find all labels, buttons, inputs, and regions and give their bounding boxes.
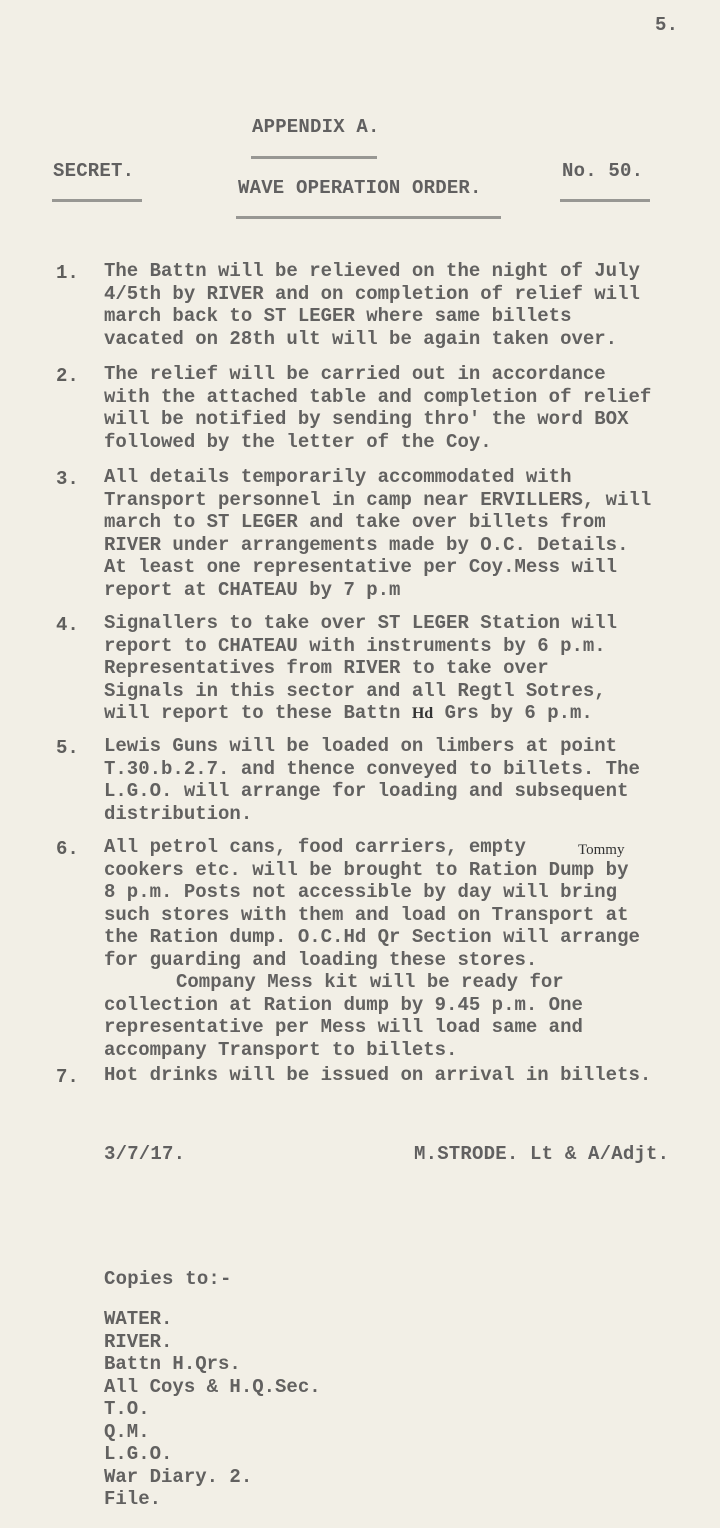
- para-3-line: At least one representative per Coy.Mess will: [104, 556, 618, 578]
- para-6-line: for guarding and loading these stores.: [104, 948, 538, 971]
- para-1-number: 1.: [56, 262, 79, 284]
- para-3-line: report at CHATEAU by 7 p.m: [104, 578, 401, 601]
- para-1-line: The Battn will be relieved on the night of July: [104, 260, 640, 282]
- copies-list-item: Q.M.: [104, 1420, 150, 1443]
- para-5-line: Lewis Guns will be loaded on limbers at point: [104, 735, 618, 757]
- appendix-title: APPENDIX A.: [252, 116, 380, 138]
- signature-line: M.STRODE. Lt & A/Adjt.: [414, 1143, 670, 1165]
- order-number-underline: [560, 199, 650, 202]
- para-2-line: will be notified by sending thro' the word BOX: [104, 408, 629, 430]
- para-4-line: Representatives from RIVER to take over: [104, 657, 549, 679]
- appendix-underline: [251, 156, 377, 159]
- para-6-line: Company Mess kit will be ready for: [176, 971, 564, 993]
- para-7: [104, 1064, 704, 1087]
- para-6-line: cookers etc. will be brought to Ration Dump by: [104, 858, 629, 881]
- order-number: No. 50.: [562, 160, 644, 182]
- para-2-line: with the attached table and completion of relief: [104, 385, 652, 408]
- para-2: [104, 363, 704, 453]
- para-4-number: 4.: [56, 614, 79, 636]
- para-3-line: All details temporarily accommodated with: [104, 466, 572, 488]
- para-5-line: T.30.b.2.7. and thence conveyed to billets. The: [104, 757, 640, 780]
- para-6-line: such stores with them and load on Transport at: [104, 903, 629, 926]
- para-1-line: march back to ST LEGER where same billets: [104, 305, 572, 327]
- copies-heading: Copies to:-: [104, 1268, 232, 1290]
- handwritten-tommy-insert: Tommy: [578, 842, 625, 858]
- order-date: 3/7/17.: [104, 1143, 186, 1165]
- copies-list-item: T.O.: [104, 1398, 150, 1420]
- para-6-line: the Ration dump. O.C.Hd Qr Section will arrange: [104, 926, 640, 948]
- para-5: [104, 735, 704, 825]
- para-6-line: 8 p.m. Posts not accessible by day will bring: [104, 881, 618, 903]
- para-1-line: vacated on 28th ult will be again taken over.: [104, 327, 618, 350]
- page-number: 5.: [655, 14, 679, 36]
- para-1-line: 4/5th by RIVER and on completion of relief will: [104, 282, 640, 305]
- para-5-line: distribution.: [104, 802, 253, 825]
- order-title: WAVE OPERATION ORDER.: [238, 177, 482, 199]
- secret-label: SECRET.: [53, 160, 135, 182]
- para-6-line: accompany Transport to billets.: [104, 1038, 458, 1061]
- para-6-line: representative per Mess will load same and: [104, 1016, 583, 1038]
- order-title-underline: [236, 216, 501, 219]
- para-4-line: Signals in this sector and all Regtl Sotres,: [104, 679, 606, 702]
- para-3-line: RIVER under arrangements made by O.C. Details.: [104, 533, 629, 556]
- secret-underline: [52, 199, 142, 202]
- para-6-line: collection at Ration dump by 9.45 p.m. One: [104, 993, 583, 1016]
- para-4-line-end: Grs by 6 p.m.: [444, 702, 593, 724]
- copies-list-item: RIVER.: [104, 1330, 173, 1353]
- para-4-line: report to CHATEAU with instruments by 6 p.m.: [104, 634, 606, 657]
- para-7-number: 7.: [56, 1066, 79, 1088]
- para-4-line: Signallers to take over ST LEGER Station will: [104, 612, 618, 634]
- para-3-number: 3.: [56, 468, 79, 490]
- para-2-number: 2.: [56, 365, 79, 387]
- copies-list: [104, 1308, 704, 1511]
- para-4-line-start: will report to these Battn: [104, 702, 401, 724]
- copies-list-item: War Diary. 2.: [104, 1465, 253, 1488]
- handwritten-hd-insert: Hd: [411, 705, 434, 722]
- para-6-line: All petrol cans, food carriers, empty: [104, 836, 526, 858]
- para-2-line: followed by the letter of the Coy.: [104, 430, 492, 453]
- para-6-number: 6.: [56, 838, 79, 860]
- copies-list-item: WATER.: [104, 1308, 173, 1330]
- copies-list-item: All Coys & H.Q.Sec.: [104, 1375, 321, 1398]
- copies-list-item: Battn H.Qrs.: [104, 1353, 241, 1375]
- para-6: [104, 836, 704, 1061]
- para-4: [104, 612, 704, 725]
- para-5-number: 5.: [56, 737, 79, 759]
- para-1: [104, 260, 704, 350]
- para-3-line: march to ST LEGER and take over billets from: [104, 511, 606, 533]
- para-3-line: Transport personnel in camp near ERVILLERS, will: [104, 488, 652, 511]
- copies-list-item: File.: [104, 1488, 162, 1510]
- para-4-line: [104, 702, 704, 725]
- copies-list-item: L.G.O.: [104, 1443, 173, 1465]
- para-3: [104, 466, 704, 601]
- para-5-line: L.G.O. will arrange for loading and subsequent: [104, 780, 629, 802]
- para-7-line: Hot drinks will be issued on arrival in billets.: [104, 1064, 652, 1086]
- para-2-line: The relief will be carried out in accordance: [104, 363, 606, 385]
